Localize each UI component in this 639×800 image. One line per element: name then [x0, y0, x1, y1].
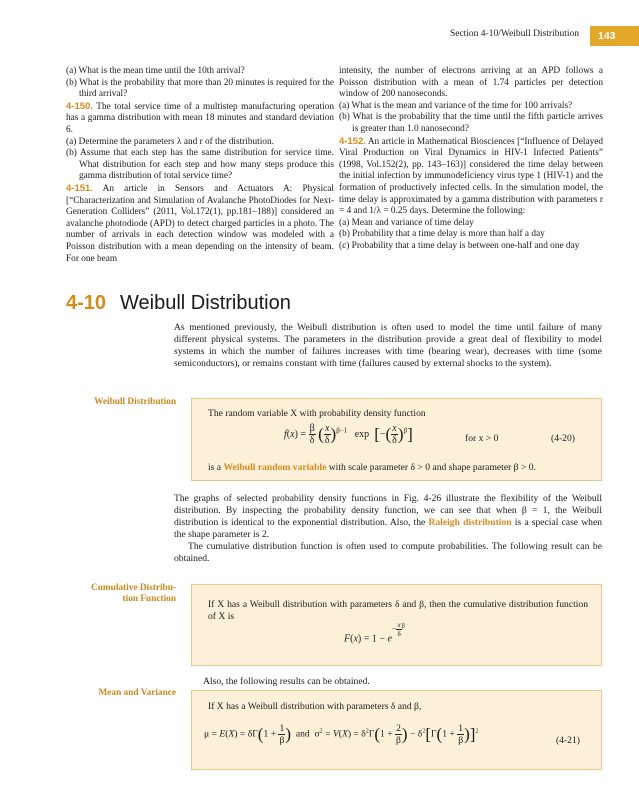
box-definition-text: [208, 462, 536, 474]
question-a: (a) What is the mean and variance of the time for 100 arrivals?: [339, 100, 573, 111]
question-a: (a) Determine the parameters λ and r of the distribution.: [66, 136, 274, 147]
paragraph: The cumulative distribution function is often used to compute probabilities. The following result can be obtained.: [174, 541, 602, 564]
equation-number: (4-20): [551, 433, 575, 444]
defined-term: Weibull random variable: [223, 462, 327, 473]
exercise-column-right: [339, 66, 603, 253]
box-text: If X has a Weibull distribution with parameters δ and β, then the cumulative distribution function of X is: [208, 599, 588, 622]
flexibility-paragraph: [174, 493, 602, 565]
question-b: (b) Assume that each step has the same distribution for service time. What distribution for each step and how many steps produce this gamma distribution of total service time?: [66, 148, 334, 182]
exercise-4-150: [66, 101, 334, 137]
question-a: (a) Mean and variance of time delay: [339, 217, 474, 228]
also-text: Also, the following results can be obtained.: [203, 676, 370, 687]
defined-term: Raleigh distribution: [428, 517, 512, 528]
exercise-number: 4-150.: [66, 100, 93, 112]
question-c: (c) Probability that a time delay is between one-half and one day: [339, 240, 580, 251]
definition-box-mean-variance: [191, 690, 602, 770]
exercise-text: An article in Sensors and Actuators A: Physical [“Characterization and Simulation of Avalanche PhotoDiodes for Next-Generation Colliders” (2011, Vol.172(1), pp.181–188)] considered an avalanche photodiode (APD) to detect charged particles in a photo. The number of arrivals in each detection window was modeled with a Poisson distribution with a mean depending on the intensity of beam. For one beam: [66, 183, 335, 264]
box-lead-text: The random variable X with probability density function: [208, 408, 426, 419]
exercise-4-152: [339, 136, 603, 218]
side-label-line: tion Function: [122, 594, 176, 604]
exercise-text: An article in Mathematical Biosciences [“Influence of Delayed Viral Production on Viral Dynamics in HIV-1 Infected Patients” (1998, Vol.152(2), pp. 143–163)] considered the time delay between the initial infection by immunodeficiency virus type 1 (HIV-1) and the formation of productively infected cells. In the simulation model, the time delay is approximated by a gamma distribution with parameters r = 4 and 1/λ = 0.25 days. Determine the following:: [339, 136, 603, 217]
side-label-weibull: Weibull Distribution: [94, 397, 176, 407]
question-b: (b) What is the probability that more than 20 minutes is required for the third arrival?: [66, 77, 334, 100]
page-number: 143: [590, 26, 639, 46]
intro-paragraph: As mentioned previously, the Weibull distribution is often used to model the time until failure of many different physical systems. The parameters in the distribution provide a great deal of flexibility to model systems in which the number of failures increases with time (bearing wear), decreases with time (some semiconductors), or remains constant with time (failures caused by external shocks to the system).: [174, 322, 602, 369]
text-span: The graphs of selected probability density functions in Fig. 4-26 illustrate the flexibility of the Weibull distribution. By inspecting the probability density function, we can see that when β = 1, the Weibull distribution is identical to the exponential distribution. Also, the: [174, 493, 602, 528]
pdf-formula: f(x) = $\frac{\beta}{\delta}$ ( $\frac{x}{\delta}$ )$^{\beta-1}$ exp [−( $\frac{x}{\delta}$ )$^\beta$]: [284, 423, 413, 446]
exercise-number: 4-152.: [339, 135, 366, 147]
definition-box-cdf: [191, 584, 602, 666]
cdf-formula: $F(x) = 1 - e^{- \frac{x}{\delta} ^\beta}$: [344, 621, 405, 645]
definition-box-pdf: [191, 398, 602, 481]
side-label-line: Cumulative Distribu-: [91, 583, 176, 593]
text-span: is a: [208, 462, 224, 473]
paragraph: [174, 493, 602, 541]
exercise-text: The total service time of a multistep manufacturing operation has a gamma distribution with mean 18 minutes and standard deviation 6.: [66, 101, 334, 135]
equation-number: (4-21): [556, 735, 580, 746]
question-a: (a) What is the mean time until the 10th arrival?: [66, 66, 245, 76]
box-text: If X has a Weibull distribution with parameters δ and β,: [208, 701, 422, 712]
exercise-number: 4-151.: [66, 182, 93, 194]
and-word: and: [295, 728, 310, 740]
mean-variance-formula: μ = E(X) = δΓ(1 + $\frac{1}{\beta}$ ) and $\sigma^2 = V(X) = \delta^2\Gamma(1$ + $\frac{2}{\beta}$ ) − $\delta^2[\Gamma(1$ + $\frac{1}{\beta}$ )]$^2$: [204, 723, 479, 746]
side-label-cdf: [66, 583, 176, 605]
section-heading: Weibull Distribution: [120, 292, 291, 314]
pdf-condition: for x > 0: [465, 433, 499, 444]
question-b: (b) What is the probability that the time until the fifth particle arrives is greater than 1.0 nanosecond?: [339, 112, 603, 134]
text-span: with scale parameter δ > 0 and shape parameter β > 0.: [326, 462, 536, 473]
section-number: 4-10: [66, 292, 107, 314]
section-title: [66, 292, 291, 315]
text-span: is a special case when the shape parameter is 2.: [174, 517, 603, 540]
exercise-continuation: intensity, the number of electrons arriving at an APD follows a Poisson distribution with a mean of 1.74 particles per detection window of 200 nanoseconds.: [339, 66, 603, 100]
exercise-column-left: [66, 66, 334, 265]
side-label-mean-variance: Mean and Variance: [98, 688, 176, 698]
running-header: Section 4-10/Weibull Distribution: [449, 29, 579, 39]
exercise-4-151: [66, 183, 334, 265]
question-b: (b) Probability that a time delay is more than half a day: [339, 229, 545, 240]
